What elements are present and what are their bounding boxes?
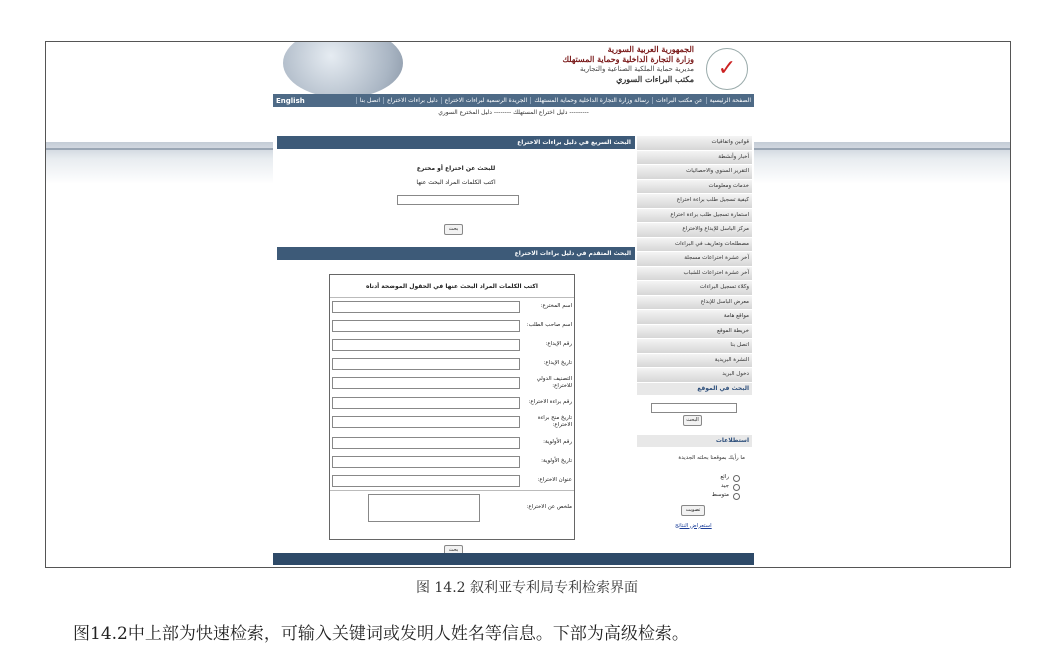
screenshot-frame — [45, 41, 1011, 568]
advanced-search-button[interactable]: بحث — [444, 545, 463, 556]
priority-number-input[interactable] — [332, 437, 520, 449]
filing-number-label: رقم الإيداع: — [545, 341, 572, 347]
sidebar-item-sitemap[interactable]: خريطة الموقع — [637, 325, 752, 340]
sidebar-item-last-ten-youth[interactable]: آخر عشرة اختراعات للشباب — [637, 267, 752, 282]
breadcrumb: --------- دليل اختراع المستهلك -------- دليل المخترع السوري — [438, 109, 589, 116]
website-page — [273, 42, 754, 567]
sidebar-item-annual-report[interactable]: التقرير السنوي والاحصائيات — [637, 165, 752, 180]
quick-search-input[interactable] — [397, 195, 519, 205]
poll-option-2-radio[interactable] — [733, 484, 740, 491]
sidebar-item-laws[interactable]: قوانين واتفاقيات — [637, 136, 752, 151]
form-divider — [330, 490, 574, 491]
logo-mark-icon: ✓ — [717, 56, 737, 81]
quick-search-prompt: للبحث عن اختراع أو مخترع — [416, 165, 496, 172]
sidebar — [637, 136, 752, 545]
patent-office-logo — [706, 48, 748, 90]
sidebar-item-important-sites[interactable]: مواقع هامة — [637, 310, 752, 325]
patent-number-input[interactable] — [332, 397, 520, 409]
sidebar-item-news[interactable]: أخبار وأنشطة — [637, 151, 752, 166]
sidebar-item-basel-exhibition[interactable]: معرض الباسل للإبداع — [637, 296, 752, 311]
main-content — [277, 136, 635, 560]
site-header — [273, 42, 754, 94]
sidebar-item-newsletter[interactable]: النشرة البريدية — [637, 354, 752, 369]
advanced-search-header: البحث المتقدم في دليل براءات الاختراع — [277, 247, 635, 260]
international-classification-input[interactable] — [332, 377, 520, 389]
advanced-search-instruction: اكتب الكلمات المراد البحث عنها في الحقول الموضحة أدناه — [366, 283, 538, 290]
figure-caption: 图 14.2 叙利亚专利局专利检索界面 — [415, 580, 639, 596]
sidebar-item-basel-center[interactable]: مركز الباسل للإبداع والاختراع — [637, 223, 752, 238]
sidebar-item-how-to-register[interactable]: كيفية تسجيل طلب براءة اختراع — [637, 194, 752, 209]
grant-date-input[interactable] — [332, 416, 520, 428]
priority-date-label: تاريخ الأولوية: — [541, 458, 572, 464]
main-nav — [273, 94, 754, 107]
poll-option-1-label: رائع — [720, 473, 729, 480]
abstract-textarea[interactable] — [368, 494, 480, 522]
site-title — [562, 44, 694, 84]
title-line-4: مكتب البراءات السوري — [616, 74, 694, 84]
body-paragraph: 图14.2中上部为快速检索，可输入关键词或发明人姓名等信息。下部为高级检索。 — [73, 624, 689, 644]
patent-number-label: رقم براءة الاختراع: — [528, 399, 572, 405]
poll-vote-button[interactable]: تصويت — [681, 505, 705, 516]
inventor-name-label: اسم المخترع: — [540, 303, 572, 309]
quick-search-panel — [277, 149, 635, 247]
filing-date-label: تاريخ الإيداع: — [543, 360, 572, 366]
quick-search-instruction: اكتب الكلمات المراد البحث عنها — [416, 179, 496, 186]
site-search-button[interactable]: البحث — [683, 415, 702, 426]
quick-search-button[interactable]: بحث — [444, 224, 463, 235]
poll-option-1-radio[interactable] — [733, 475, 740, 482]
quick-search-header: البحث السريع في دليل براءات الاختراع — [277, 136, 635, 149]
sidebar-item-terms[interactable]: مصطلحات وتعاريف في البراءات — [637, 238, 752, 253]
nav-item-english[interactable]: English — [276, 96, 305, 105]
invention-title-input[interactable] — [332, 475, 520, 487]
sidebar-item-services[interactable]: خدمات ومعلومات — [637, 180, 752, 195]
title-line-3: مديرية حماية الملكية الصناعية والتجارية — [580, 65, 694, 73]
applicant-name-input[interactable] — [332, 320, 520, 332]
poll-box — [637, 435, 752, 545]
title-line-1: الجمهورية العربية السورية — [607, 44, 694, 54]
nav-item-patent-guide[interactable]: دليل براءات الاختراع — [383, 97, 441, 104]
nav-item-home[interactable]: الصفحة الرئيسية — [706, 97, 754, 104]
advanced-search-form — [329, 274, 575, 540]
title-line-2: وزارة التجارة الداخلية وحماية المستهلك — [562, 54, 694, 64]
poll-results-link[interactable]: استعراض النتائج — [675, 522, 712, 529]
priority-number-label: رقم الأولوية: — [543, 439, 572, 445]
poll-question: ما رأيك بموقعنا بحلته الجديدة — [678, 454, 745, 461]
nav-item-about[interactable]: عن مكتب البراءات — [652, 97, 706, 104]
grant-date-label: تاريخ منح براءة الاختراع: — [537, 415, 572, 428]
abstract-label: ملخص عن الاختراع: — [526, 504, 572, 510]
international-classification-label: التصنيف الدولي للاختراع: — [536, 376, 572, 389]
sidebar-item-registration-form[interactable]: استمارة تسجيل طلب براءة اختراع — [637, 209, 752, 224]
form-divider — [330, 297, 574, 298]
nav-item-ministry-message[interactable]: رسالة وزارة التجارة الداخلية وحماية المستهلك — [530, 97, 652, 104]
invention-title-label: عنوان الاختراع: — [537, 477, 572, 483]
nav-item-contact[interactable]: اتصل بنا — [356, 97, 383, 104]
poll-option-3-label: متوسط — [711, 491, 729, 498]
sidebar-item-contact[interactable]: اتصل بنا — [637, 339, 752, 354]
site-search-input[interactable] — [651, 403, 737, 413]
site-search-box — [637, 383, 752, 435]
poll-option-3-radio[interactable] — [733, 493, 740, 500]
globe-image — [283, 42, 403, 94]
inventor-name-input[interactable] — [332, 301, 520, 313]
sidebar-item-mail-login[interactable]: دخول البريد — [637, 368, 752, 383]
filing-number-input[interactable] — [332, 339, 520, 351]
site-search-header: البحث في الموقع — [637, 383, 752, 395]
filing-date-input[interactable] — [332, 358, 520, 370]
advanced-search-panel — [277, 260, 635, 560]
applicant-name-label: اسم صاحب الطلب: — [526, 322, 572, 328]
poll-option-2-label: جيد — [721, 482, 729, 489]
sidebar-item-last-ten-inventions[interactable]: آخر عشرة اختراعات مسجلة — [637, 252, 752, 267]
site-footer — [273, 553, 754, 565]
priority-date-input[interactable] — [332, 456, 520, 468]
poll-header: استطلاعات — [637, 435, 752, 447]
nav-item-official-gazette[interactable]: الجريدة الرسمية لبراءات الاختراع — [441, 97, 531, 104]
sidebar-item-agents[interactable]: وكلاء تسجيل البراءات — [637, 281, 752, 296]
